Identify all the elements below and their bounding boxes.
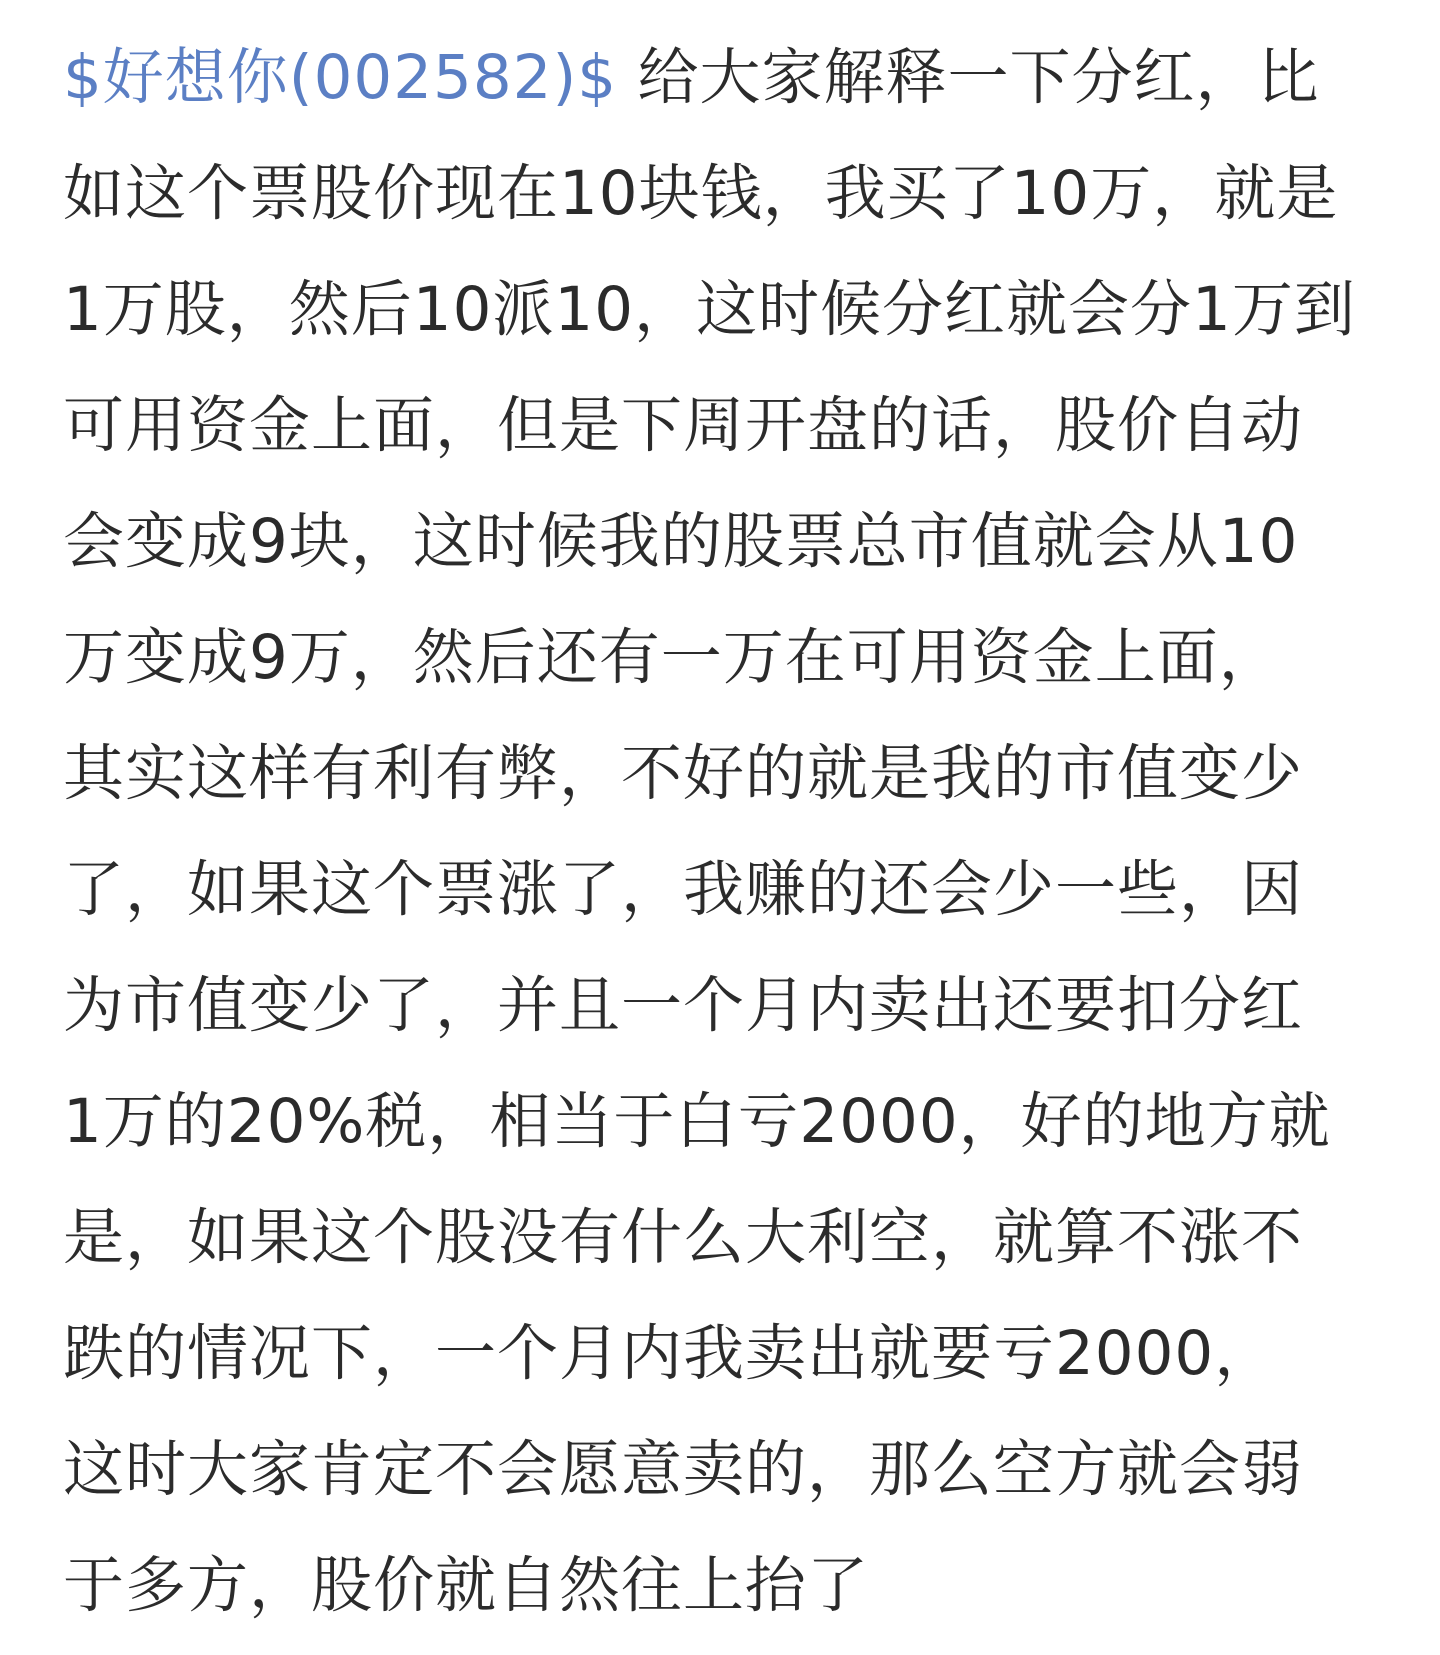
post-line-7: 其实这样有利有弊，不好的就是我的市值变少 [63,738,1304,809]
post-body [63,20,1383,1644]
post-text: 给大家解释一下分红，比 [617,42,1320,113]
stock-tag-link[interactable]: $好想你(002582)$ [63,42,618,113]
post-line-5: 会变成9块，这时候我的股票总市值就会从10 [63,506,1299,577]
post-line-10: 1万的20%税，相当于白亏2000，好的地方就 [63,1086,1331,1157]
post-line-1 [63,20,1383,136]
post-line-9: 为市值变少了，并且一个月内卖出还要扣分红 [63,970,1304,1041]
post-line-14: 于多方，股价就自然往上抬了 [63,1550,870,1621]
post-line-2: 如这个票股价现在10块钱，我买了10万，就是 [63,158,1339,229]
post-line-6: 万变成9万，然后还有一万在可用资金上面， [63,622,1281,693]
post-line-11: 是，如果这个股没有什么大利空，就算不涨不 [63,1202,1304,1273]
post-line-3: 1万股，然后10派10，这时候分红就会分1万到 [63,274,1356,345]
post-line-13: 这时大家肯定不会愿意卖的，那么空方就会弱 [63,1434,1304,1505]
post-line-12: 跌的情况下，一个月内我卖出就要亏2000， [63,1318,1277,1389]
post-line-4: 可用资金上面，但是下周开盘的话，股价自动 [63,390,1304,461]
post-line-8: 了，如果这个票涨了，我赚的还会少一些，因 [63,854,1304,925]
